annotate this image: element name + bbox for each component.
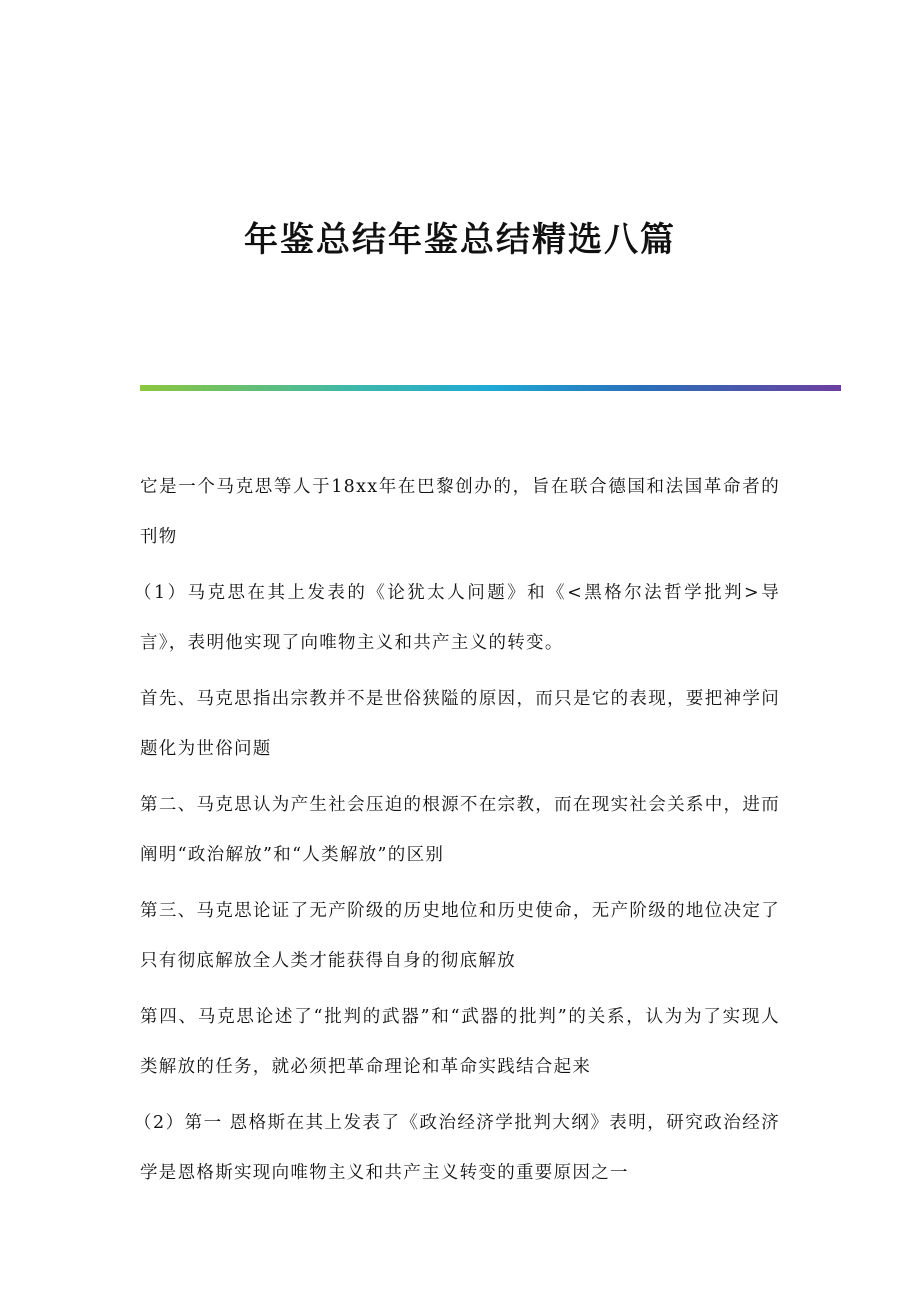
paragraph-6: 第四、马克思论述了“批判的武器”和“武器的批判”的关系，认为为了实现人类解放的任务，就必须把革命理论和革命实践结合起来: [140, 1007, 780, 1077]
document-body: [134, 462, 780, 1198]
paragraph-4: 第二、马克思认为产生社会压迫的根源不在宗教，而在现实社会关系中，进而阐明“政治解放”和“人类解放”的区别: [140, 795, 780, 865]
document-title: 年鉴总结年鉴总结精选八篇: [244, 220, 676, 260]
paragraph-7: （2）第一 恩格斯在其上发表了《政治经济学批判大纲》表明，研究政治经济学是恩格斯实现向唯物主义和共产主义转变的重要原因之一: [134, 1113, 780, 1183]
paragraph-2: （1）马克思在其上发表的《论犹太人问题》和《<黑格尔法哲学批判>导言》，表明他实现了向唯物主义和共产主义的转变。: [134, 583, 780, 653]
paragraph-1: 它是一个马克思等人于18xx年在巴黎创办的，旨在联合德国和法国革命者的刊物: [140, 477, 780, 547]
paragraph-3: 首先、马克思指出宗教并不是世俗狭隘的原因，而只是它的表现，要把神学问题化为世俗问题: [140, 689, 780, 759]
paragraph-5: 第三、马克思论证了无产阶级的历史地位和历史使命，无产阶级的地位决定了只有彻底解放全人类才能获得自身的彻底解放: [140, 901, 780, 971]
title-divider: [140, 385, 841, 391]
